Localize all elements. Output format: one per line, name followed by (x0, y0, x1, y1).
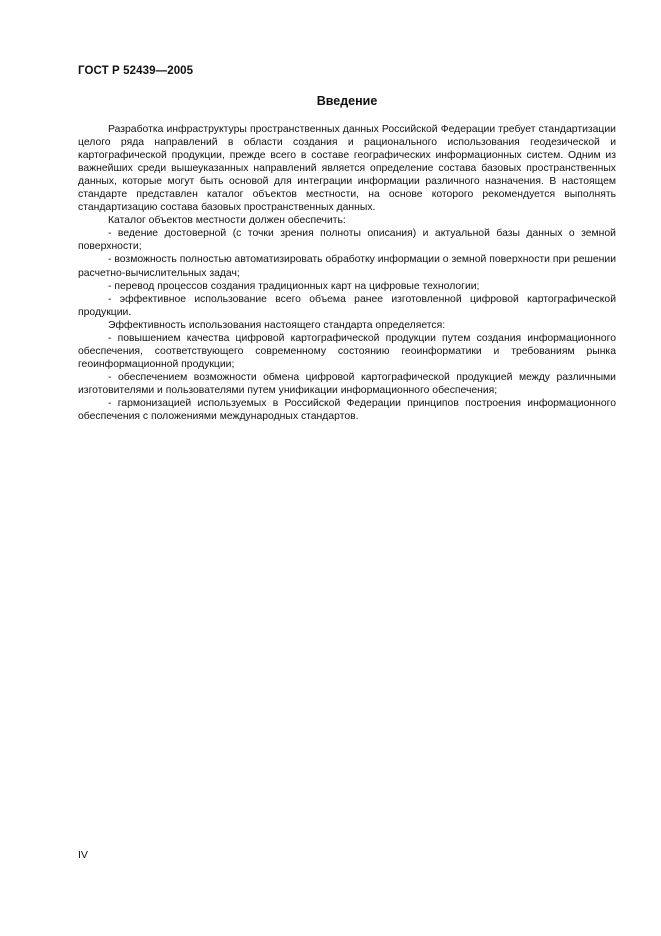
list-item: - возможность полностью автоматизировать обработку информации о земной поверхности при решении расчетно-вычислительных задач; (78, 254, 616, 279)
document-code: ГОСТ Р 52439—2005 (78, 65, 194, 77)
paragraph-catalog-purpose: Каталог объектов местности должен обеспечить: (108, 215, 346, 227)
paragraph-intro: Разработка инфраструктуры пространственных данных Российской Федерации требует стандартизации целого ряда направлений в области создания и рационального использования геодезической и картографической продукции, прежде всего в составе географических информационных систем. Одним из важнейших среди вышеуказанных направлений является определение состава базовых пространственных данных, которые могут быть основой для интеграции информации различного назначения. В настоящем стандарте представлен каталог объектов местности, на основе которого рекомендуется выполнять стандартизацию состава базовых пространственных данных. (78, 124, 616, 214)
body-text (78, 123, 616, 423)
paragraph-efficiency: Эффективность использования настоящего стандарта определяется: (108, 319, 446, 331)
list-item: - перевод процессов создания традиционных карт на цифровые технологии; (108, 280, 480, 292)
section-title: Введение (316, 94, 378, 108)
list-item: - гармонизацией используемых в Российской Федерации принципов построения информационного обеспечения с положениями международных стандартов. (78, 397, 616, 423)
page-number: IV (78, 849, 88, 861)
list-item: - повышением качества цифровой картографической продукции путем создания информационного обеспечения, соответствующего современному состоянию геоинформатики и требованиям рынка геоинформационной продукции; (78, 332, 616, 370)
list-item: - ведение достоверной (с точки зрения полноты описания) и актуальной базы данных о земной поверхности; (78, 228, 616, 253)
list-item: - обеспечением возможности обмена цифровой картографической продукцией между различными изготовителями и пользователями путем унификации информационного обеспечения; (78, 371, 616, 396)
list-item: - эффективное использование всего объема ранее изготовленной цифровой картографической продукции. (78, 293, 616, 318)
